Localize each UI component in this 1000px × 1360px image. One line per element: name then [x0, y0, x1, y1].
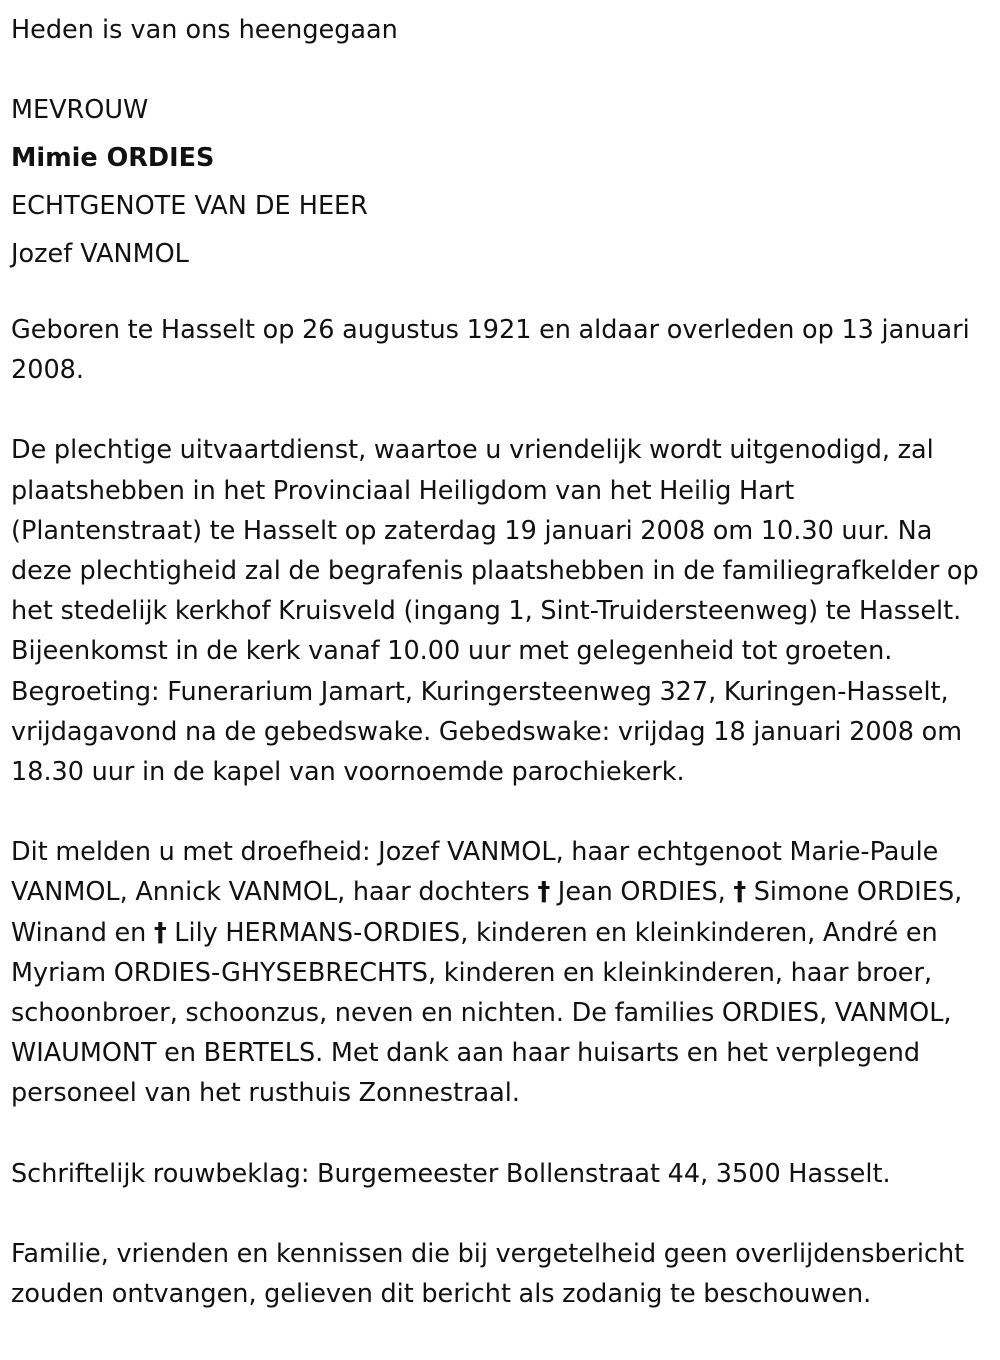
spacer: [11, 390, 990, 430]
announcement-text: Simone ORDIES, Winand en: [11, 877, 963, 948]
condolence-address: Schriftelijk rouwbeklag: Burgemeester Bollenstraat 44, 3500 Hasselt.: [11, 1158, 891, 1189]
announcement-paragraph: [11, 832, 990, 1113]
funeral-paragraph: De plechtige uitvaartdienst, waartoe u vriendelijk wordt uitgenodigd, zal plaatshebben in het Provinciaal Heiligdom van het Heilig Hart (Plantenstraat) te Hasselt op zaterdag 19 januari 2008 om 10.30 uur. Na deze plechtigheid zal de begrafenis plaatshebben in de familiegrafkelder op het stedelijk kerkhof Kruisveld (ingang 1, Sint-Truidersteenweg) te Hasselt. Bijeenkomst in de kerk vanaf 10.00 uur met gelegenheid tot groeten. Begroeting: Funerarium Jamart, Kuringersteenweg 327, Kuringen-Hasselt, vrijdagavond na de gebedswake. Gebedswake: vrijdag 18 januari 2008 om 18.30 uur in de kapel van voornoemde parochiekerk.: [11, 435, 979, 788]
announcement-text: Dit melden u met droefheid: Jozef VANMOL, haar echtgenoot Marie-Paule VANMOL, Annick VANMOL, haar dochters: [11, 837, 939, 908]
cross-icon: †: [153, 917, 167, 948]
spouse-name: Jozef VANMOL: [11, 239, 189, 269]
cross-icon: †: [733, 877, 747, 908]
spacer: [11, 1194, 990, 1234]
spacer: [11, 278, 990, 310]
spouse-label: ECHTGENOTE VAN DE HEER: [11, 191, 368, 221]
spacer: [11, 1114, 990, 1154]
spacer: [11, 792, 990, 832]
announcement-text: Lily HERMANS-ORDIES, kinderen en kleinkinderen, André en Myriam ORDIES-GHYSEBRECHTS, kinderen en kleinkinderen, haar broer, schoonbroer, schoonzus, neven en nichten. De families ORDIES, VANMOL, WIAUMONT en BERTELS. Met dank aan haar huisarts en het verplegend personeel van het rusthuis Zonnestraal.: [11, 917, 952, 1109]
intro-text: Heden is van ons heengegaan: [11, 15, 398, 45]
deceased-name: Mimie ORDIES: [11, 143, 215, 173]
spacer: [11, 54, 990, 86]
announcement-text: Jean ORDIES,: [550, 877, 734, 908]
title-prefix: MEVROUW: [11, 95, 149, 125]
closing-note: Familie, vrienden en kennissen die bij vergetelheid geen overlijdensbericht zouden ontvangen, gelieven dit bericht als zodanig te beschouwen.: [11, 1238, 965, 1310]
birth-death-paragraph: Geboren te Hasselt op 26 augustus 1921 en aldaar overleden op 13 januari 2008.: [11, 315, 970, 386]
cross-icon: †: [537, 877, 551, 908]
